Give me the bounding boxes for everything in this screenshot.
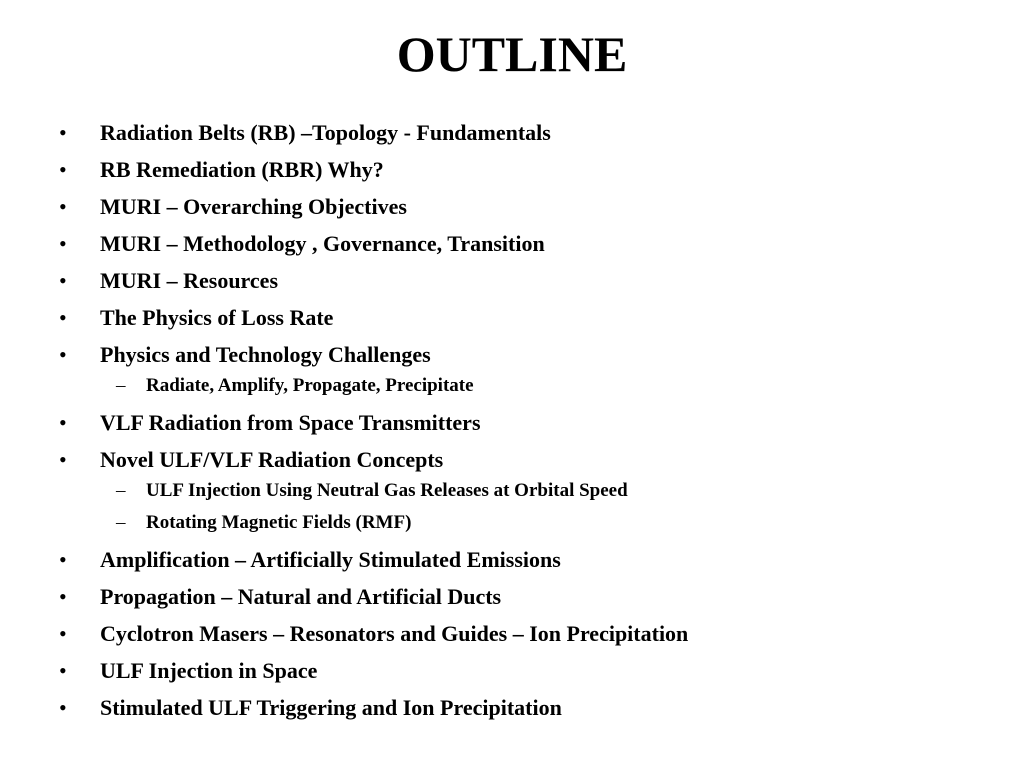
dash-marker: – — [116, 480, 126, 501]
item-text: Cyclotron Masers – Resonators and Guides – Ion Precipitation — [100, 621, 689, 646]
item-text: ULF Injection Using Neutral Gas Releases at Orbital Speed — [146, 480, 628, 501]
item-text: MURI – Overarching Objectives — [100, 194, 407, 219]
item-text: MURI – Methodology , Governance, Transition — [100, 231, 545, 256]
sub-bullet-item — [0, 507, 1024, 539]
bullet-marker: • — [59, 410, 67, 435]
item-text: Amplification – Artificially Stimulated Emissions — [100, 547, 561, 572]
bullet-item — [0, 188, 1024, 225]
bullet-marker: • — [59, 621, 67, 646]
dash-marker: – — [116, 512, 126, 533]
dash-marker: – — [116, 375, 126, 396]
bullet-marker: • — [59, 447, 67, 472]
sub-bullet-item — [0, 370, 1024, 402]
bullet-marker: • — [59, 584, 67, 609]
bullet-marker: • — [59, 547, 67, 572]
item-text: Stimulated ULF Triggering and Ion Precipitation — [100, 695, 562, 720]
sub-bullet-item — [0, 475, 1024, 507]
bullet-marker: • — [59, 342, 67, 367]
bullet-item — [0, 151, 1024, 188]
bullet-marker: • — [59, 268, 67, 293]
bullet-marker: • — [59, 120, 67, 145]
bullet-marker: • — [59, 658, 67, 683]
bullet-item — [0, 615, 1024, 652]
bullet-item — [0, 262, 1024, 299]
item-text: Physics and Technology Challenges — [100, 342, 431, 367]
bullet-item — [0, 541, 1024, 578]
bullet-item — [0, 336, 1024, 373]
item-text: Radiation Belts (RB) –Topology - Fundamentals — [100, 120, 551, 145]
bullet-marker: • — [59, 194, 67, 219]
item-text: MURI – Resources — [100, 268, 279, 293]
item-text: RB Remediation (RBR) Why? — [100, 157, 384, 182]
outline-list — [0, 114, 1024, 726]
item-text: VLF Radiation from Space Transmitters — [100, 410, 481, 435]
bullet-item — [0, 578, 1024, 615]
item-text: Rotating Magnetic Fields (RMF) — [146, 512, 412, 533]
item-text: The Physics of Loss Rate — [100, 305, 334, 330]
bullet-item — [0, 225, 1024, 262]
bullet-item — [0, 404, 1024, 441]
item-text: Radiate, Amplify, Propagate, Precipitate — [146, 375, 474, 396]
bullet-item — [0, 441, 1024, 478]
slide-title: OUTLINE — [396, 26, 628, 82]
bullet-marker: • — [59, 157, 67, 182]
bullet-item — [0, 299, 1024, 336]
bullet-item — [0, 689, 1024, 726]
item-text: ULF Injection in Space — [100, 658, 318, 683]
item-text: Novel ULF/VLF Radiation Concepts — [100, 447, 444, 472]
bullet-item — [0, 652, 1024, 689]
bullet-marker: • — [59, 231, 67, 256]
bullet-marker: • — [59, 695, 67, 720]
bullet-marker: • — [59, 305, 67, 330]
item-text: Propagation – Natural and Artificial Ducts — [100, 584, 502, 609]
bullet-item — [0, 114, 1024, 151]
